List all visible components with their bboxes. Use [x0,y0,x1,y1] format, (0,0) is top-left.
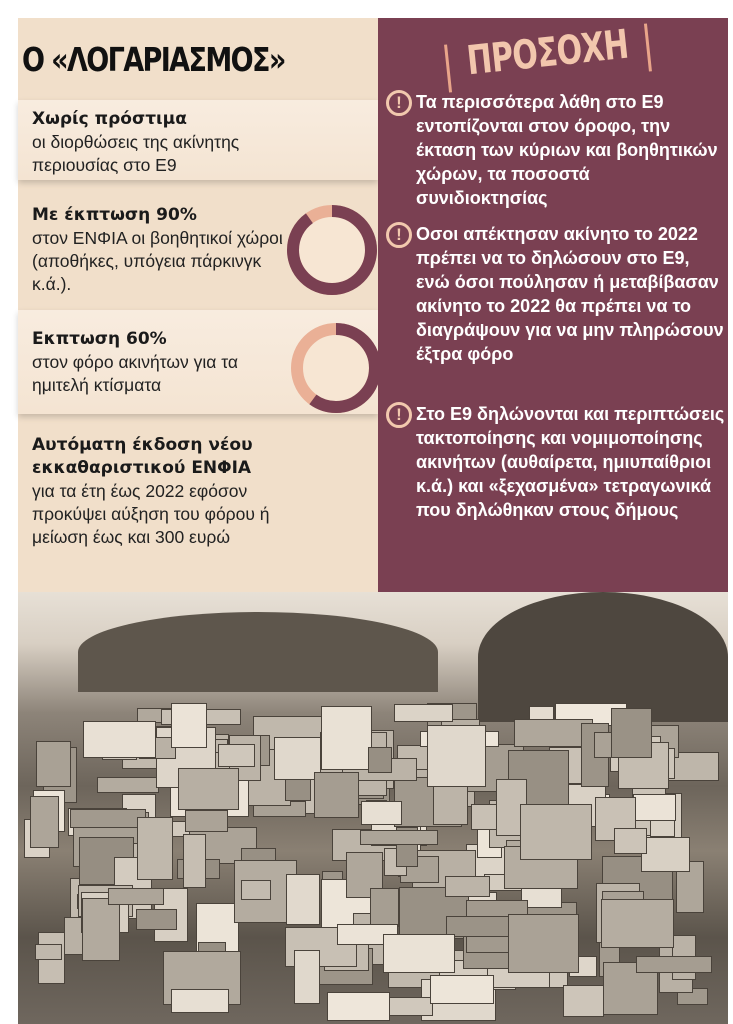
warning-text: Στο Ε9 δηλώνονται και περιπτώσεις τακτοποίησης και νομιμοποίησης ακινήτων (αυθαίρετα, ημιυπαίθριοι κ.ά.) και «ξεχασμένα» τετραγωνικά που δηλώθηκαν στους δήμους [416,404,725,520]
building-shape [383,934,455,973]
building-shape [108,888,164,904]
building-shape [136,909,176,929]
building-shape [563,985,604,1017]
building-shape [137,817,173,880]
item-heading: Εκπτωση 60% [32,329,167,349]
item-heading: Αυτόματη έκδοση νέου εκκαθαριστικού ΕΝΦΙΑ [32,435,253,478]
donut-60-percent [290,322,382,414]
warning-item [386,402,726,522]
item-text: στον ΕΝΦΙΑ οι βοηθητικοί χώροι (αποθήκες, υπόγεια πάρκινγκ κ.ά.). [32,228,283,294]
building-shape [641,837,690,872]
item-heading: Χωρίς πρόστιμα [32,109,187,129]
building-shape [361,801,402,826]
building-shape [520,804,592,860]
building-shape [601,899,674,948]
stamp-text: ΠΡΟΣΟΧΗ [464,21,631,85]
building-shape [327,992,391,1021]
building-shape [294,950,320,1004]
building-shape [30,796,58,849]
building-shape [614,828,648,854]
warning-text: Τα περισσότερα λάθη στο Ε9 εντοπίζονται στον όροφο, την έκταση των κύριων και βοηθητικών χώρων, τα ποσοστά συνιδιοκτησίας [416,92,718,208]
warning-text: Οσοι απέκτησαν ακίνητο το 2022 πρέπει να το δηλώσουν στο Ε9, ενώ όσοι πούλησαν ή μεταβίβασαν ακίνητο το 2022 θα πρέπει να το διαγράψουν για να μην πληρώσουν έξτρα φόρο [416,224,724,364]
exclamation-circle-icon: ! [386,402,412,428]
building-shape [82,898,120,961]
building-shape [314,772,359,818]
warning-item [386,222,726,366]
building-shape [427,725,486,787]
building-shape [35,944,62,960]
building-shape [430,975,494,1004]
building-shape [394,704,454,723]
donut-90-percent [286,204,378,296]
building-shape [286,874,320,925]
building-shape [97,777,159,793]
building-shape [386,997,432,1016]
building-shape [185,810,228,832]
city-photo [18,592,728,1024]
building-shape [445,876,490,897]
exclamation-circle-icon: ! [386,222,412,248]
building-shape [633,794,676,821]
building-shape [370,888,399,927]
item-heading: Με έκπτωση 90% [32,205,197,225]
building-shape [368,747,392,773]
building-shape [321,706,372,770]
hill-shape [78,612,438,692]
warning-panel [378,18,728,592]
building-shape [241,880,271,900]
building-shape [36,741,71,787]
building-shape [171,703,207,748]
building-shape [178,768,239,810]
building-shape [183,834,206,887]
building-shape [83,721,156,757]
item-no-fines [18,100,378,180]
building-shape [218,744,256,767]
warning-item [386,90,726,210]
attention-stamp [435,17,660,100]
building-shape [171,989,229,1013]
item-text: στον φόρο ακινήτων για τα ημιτελή κτίσματα [32,352,239,395]
summary-panel [18,18,378,592]
exclamation-circle-icon: ! [386,90,412,116]
building-shape [360,830,438,845]
item-text: οι διορθώσεις της ακίνητης περιουσίας στο Ε9 [32,132,240,175]
building-shape [508,914,579,973]
item-auto-enfia [18,434,378,549]
building-shape [70,809,147,828]
building-shape [636,956,712,973]
page-title: Ο «ΛΟΓΑΡΙΑΣΜΟΣ» [22,40,285,79]
item-text: για τα έτη έως 2022 εφόσον προκύψει αύξηση του φόρου ή μείωση έως και 300 ευρώ [32,481,270,547]
building-shape [611,708,651,758]
